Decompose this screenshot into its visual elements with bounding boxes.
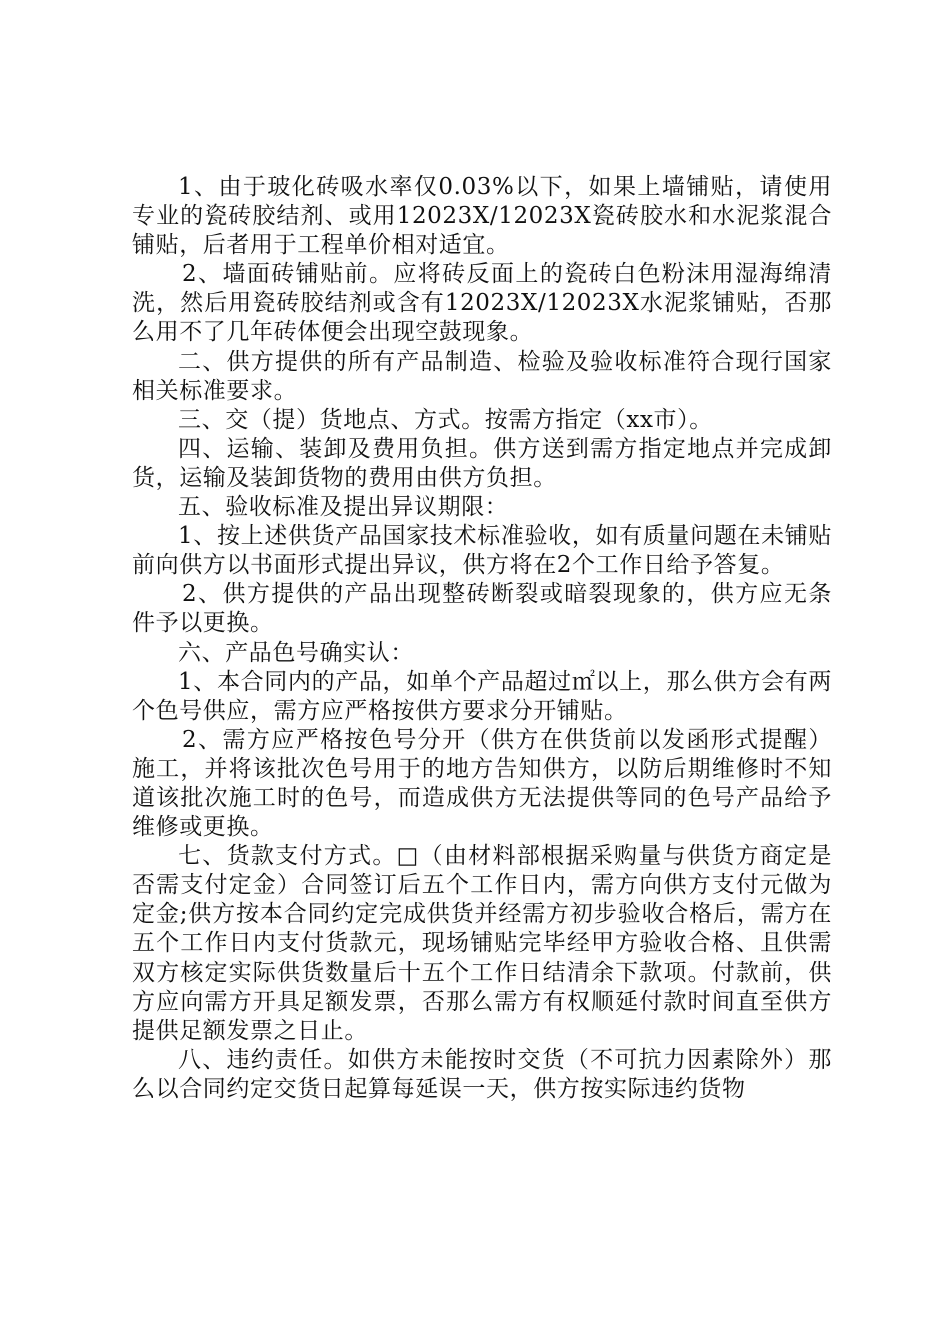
paragraph-section-4-transport: 四、运输、装卸及费用负担。供方送到需方指定地点并完成卸货，运输及装卸货物的费用由供方负担。	[132, 435, 832, 491]
paragraph-acceptance-1: 1、按上述供货产品国家技术标准验收，如有质量问题在未铺贴前向供方以书面形式提出异议，供方将在2个工作日给予答复。	[132, 523, 832, 579]
paragraph-color-1: 1、本合同内的产品，如单个产品超过㎡以上，那么供方会有两个色号供应，需方应严格按供方要求分开铺贴。	[132, 668, 832, 724]
paragraph-section-6-heading: 六、产品色号确实认：	[178, 639, 414, 666]
paragraph-acceptance-2: 2、供方提供的产品出现整砖断裂或暗裂现象的，供方应无条件予以更换。	[132, 581, 832, 637]
paragraph-section-2-standards: 二、供方提供的所有产品制造、检验及验收标准符合现行国家相关标准要求。	[132, 348, 832, 404]
paragraph-section-8-liability: 八、违约责任。如供方未能按时交货（不可抗力因素除外）那么以合同约定交货日起算每延误一天，供方按实际违约货物	[132, 1046, 832, 1102]
paragraph-wall-tile-prep: 2、墙面砖铺贴前。应将砖反面上的瓷砖白色粉沫用湿海绵清洗，然后用瓷砖胶结剂或含有12023X/12023X水泥浆铺贴，否那么用不了几年砖体便会出现空鼓现象。	[132, 261, 832, 346]
paragraph-color-2: 2、需方应严格按色号分开（供方在供货前以发函形式提醒）施工，并将该批次色号用于的地方告知供方，以防后期维修时不知道该批次施工时的色号，而造成供方无法提供等同的色号产品给予维修或更换。	[132, 726, 832, 841]
contract-body	[132, 173, 832, 1104]
paragraph-glazed-tile-wall-install: 1、由于玻化砖吸水率仅0.03%以下，如果上墙铺贴，请使用专业的瓷砖胶结剂、或用12023X/12023X瓷砖胶水和水泥浆混合铺贴，后者用于工程单价相对适宜。	[132, 174, 832, 259]
paragraph-section-7-payment: 七、货款支付方式。□（由材料部根据采购量与供货方商定是否需支付定金）合同签订后五个工作日内，需方向供方支付元做为定金;供方按本合同约定完成供货并经需方初步验收合格后，需方在五个工作日内支付货款元，现场铺贴完毕经甲方验收合格、且供需双方核定实际供货数量后十五个工作日结清余下款项。付款前，供方应向需方开具足额发票，否那么需方有权顺延付款时间直至供方提供足额发票之日止。	[132, 843, 832, 1044]
paragraph-section-3-delivery: 三、交（提）货地点、方式。按需方指定（xx市）。	[178, 406, 713, 433]
paragraph-section-5-heading: 五、验收标准及提出异议期限：	[178, 494, 509, 521]
